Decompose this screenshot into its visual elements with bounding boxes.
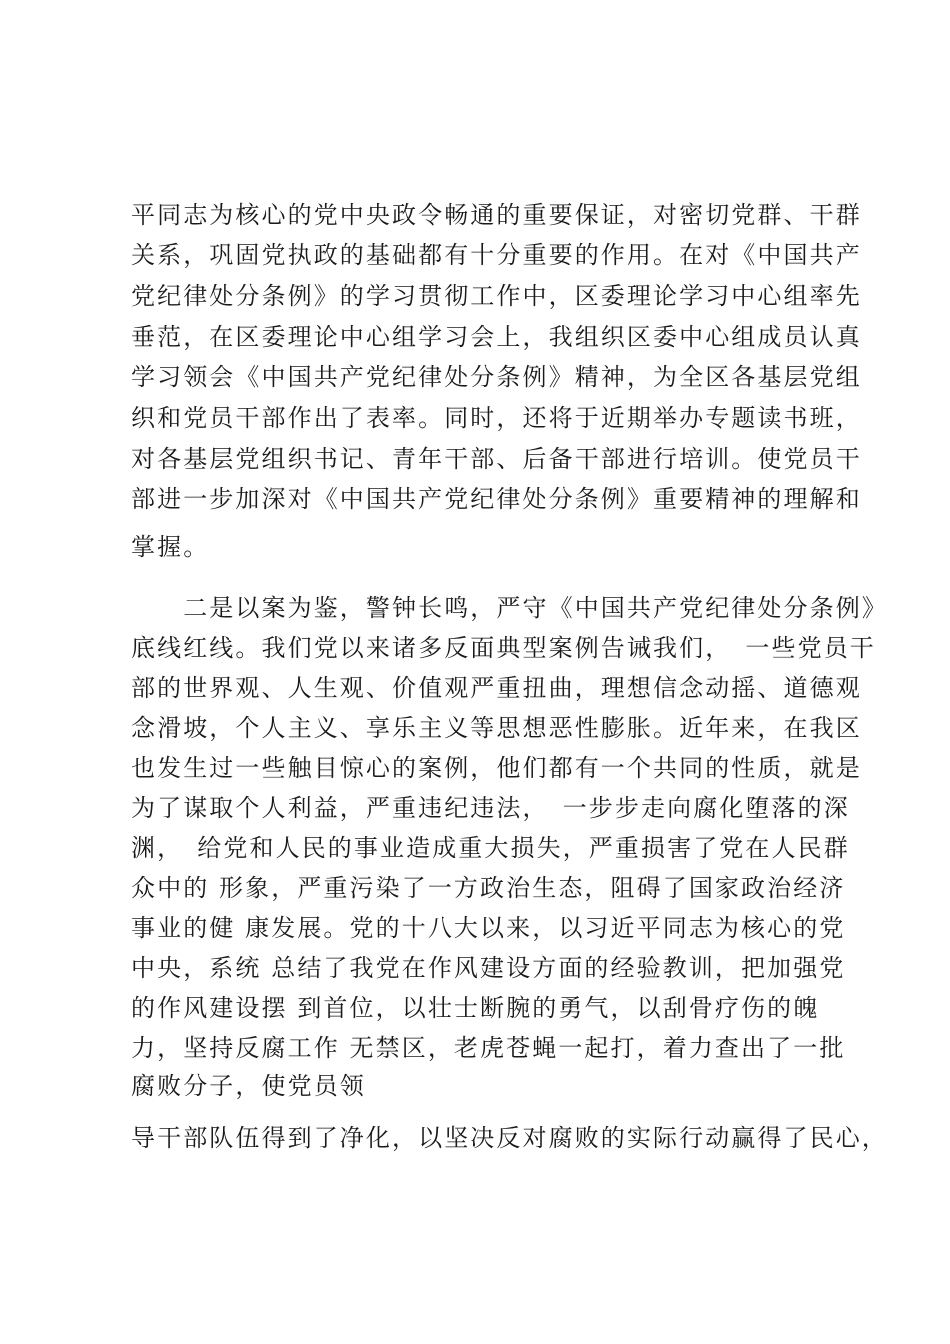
body-text-line: 导干部队伍得到了净化，以坚决反对腐败的实际行动赢得了民心， xyxy=(131,1124,888,1152)
body-text-line: 中央，系统 总结了我党在作风建设方面的经验教训，把加强党 xyxy=(131,954,846,982)
body-text-line: 党纪律处分条例》的学习贯彻工作中，区委理论学习中心组率先 xyxy=(131,282,862,310)
body-text-line: 部的世界观、人生观、价值观严重扭曲，理想信念动摇、道德观 xyxy=(131,674,862,702)
body-text-line: 底线红线。我们党以来诸多反面典型案例告诫我们， 一些党员干 xyxy=(131,634,876,662)
body-text-line: 织和党员干部作出了表率。同时，还将于近期举办专题读书班， xyxy=(131,404,862,432)
body-text-line: 学习领会《中国共产党纪律处分条例》精神，为全区各基层党组 xyxy=(131,363,862,391)
body-text-line: 对各基层党组织书记、青年干部、后备干部进行培训。使党员干 xyxy=(131,445,862,473)
body-text-line: 为了谋取个人利益，严重违纪违法， 一步步走向腐化堕落的深 xyxy=(131,794,850,822)
body-text-line: 众中的 形象，严重污染了一方政治生态，阻碍了国家政治经济 xyxy=(131,874,846,902)
paragraph-start-line: 二是以案为鉴，警钟长鸣，严守《中国共产党纪律处分条例》 xyxy=(131,594,888,622)
body-text-line: 关系，巩固党执政的基础都有十分重要的作用。在对《中国共产 xyxy=(131,241,862,269)
body-text-line: 垂范，在区委理论中心组学习会上，我组织区委中心组成员认真 xyxy=(131,323,862,351)
body-text-line: 掌握。 xyxy=(131,533,210,561)
body-text-line: 事业的健 康发展。党的十八大以来，以习近平同志为核心的党 xyxy=(131,914,846,942)
body-text-line: 部进一步加深对《中国共产党纪律处分条例》重要精神的理解和 xyxy=(131,485,862,513)
body-text-line: 渊， 给党和人民的事业造成重大损失，严重损害了党在人民群 xyxy=(131,834,850,862)
body-text-line: 平同志为核心的党中央政令畅通的重要保证，对密切党群、干群 xyxy=(131,201,862,229)
body-text-line: 的作风建设摆 到首位，以壮士断腕的勇气，以刮骨疗伤的魄 xyxy=(131,994,820,1022)
body-text-line: 念滑坡，个人主义、享乐主义等思想恶性膨胀。近年来，在我区 xyxy=(131,714,862,742)
body-text-line: 也发生过一些触目惊心的案例，他们都有一个共同的性质，就是 xyxy=(131,754,862,782)
body-text-line: 腐败分子，使党员领 xyxy=(131,1072,366,1100)
body-text-line: 力，坚持反腐工作 无禁区，老虎苍蝇一起打，着力查出了一批 xyxy=(131,1034,846,1062)
